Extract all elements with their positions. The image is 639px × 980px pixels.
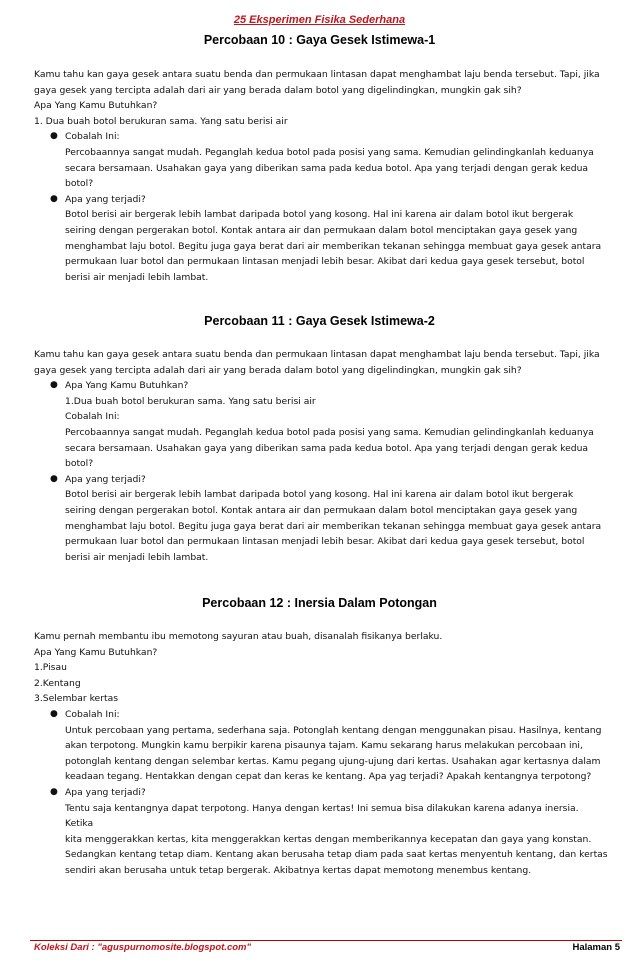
- section-body-12: [34, 629, 609, 879]
- bullet-icon: ●: [50, 193, 58, 204]
- paragraph-line: 1.Dua buah botol berukuran sama. Yang satu berisi air: [65, 395, 316, 407]
- paragraph-line: Kamu tahu kan gaya gesek antara suatu benda dan permukaan lintasan dapat menghambat laju benda tersebut. Tapi, jika: [34, 69, 600, 80]
- list-item: 1. Dua buah botol berukuran sama. Yang satu berisi air: [34, 115, 288, 127]
- list-item: 1.Pisau: [34, 662, 67, 674]
- bullet-heading: Apa yang terjadi?: [65, 193, 146, 205]
- bullet-heading: Apa yang terjadi?: [65, 473, 146, 485]
- bullet-heading: Cobalah Ini:: [65, 131, 120, 143]
- paragraph-line: Sedangkan kentang tetap diam. Kentang akan berusaha tetap diam pada saat kertas menyentuh kentang, dan kertas: [65, 849, 608, 861]
- footer-source-text: Koleksi Dari : "aguspurnomosite.blogspot.com": [34, 942, 251, 953]
- paragraph-line: Cobalah Ini:: [65, 411, 120, 423]
- paragraph-line: potonglah kentang dengan selembar kertas. Kamu pegang ujung-ujung dari kertas. Usahakan agar kertasnya dalam: [65, 755, 601, 767]
- document-header-title: 25 Eksperimen Fisika Sederhana: [233, 14, 406, 26]
- paragraph-line: Percobaannya sangat mudah. Peganglah kedua botol pada posisi yang sama. Kemudian gelindingkanlah keduanya: [65, 426, 594, 438]
- paragraph-line: gaya gesek yang tercipta adalah dari air yang berada dalam botol yang digelindingkan, mungkin gak sih?: [34, 84, 522, 96]
- bullet-item-needs: [34, 378, 609, 472]
- paragraph-line: botol?: [65, 458, 94, 470]
- needs-heading: Apa Yang Kamu Butuhkan?: [34, 100, 158, 112]
- paragraph-line: permukaan luar botol dan permukaan lintasan menjadi lebih besar. Akibat dari kedua gaya gesek tersebut, botol: [65, 536, 585, 548]
- bullet-heading: Apa yang terjadi?: [65, 786, 146, 798]
- paragraph-line: Kamu tahu kan gaya gesek antara suatu benda dan permukaan lintasan dapat menghambat laju benda tersebut. Tapi, jika: [34, 349, 600, 360]
- needs-heading: Apa Yang Kamu Butuhkan?: [34, 646, 158, 658]
- bullet-item-result: [34, 192, 609, 286]
- bullet-item-result: [34, 785, 609, 879]
- bullet-icon: ●: [50, 786, 58, 797]
- bullet-heading: Apa Yang Kamu Butuhkan?: [65, 380, 189, 392]
- bullet-icon: ●: [50, 131, 58, 142]
- paragraph-line: permukaan luar botol dan permukaan lintasan menjadi lebih besar. Akibat dari kedua gaya gesek tersebut, botol: [65, 256, 585, 268]
- page-footer: [30, 940, 622, 955]
- bullet-icon: ●: [50, 380, 58, 391]
- paragraph-line: Botol berisi air bergerak lebih lambat daripada botol yang kosong. Hal ini karena air dalam botol ikut bergerak: [65, 489, 574, 501]
- paragraph-line: seiring dengan pergerakan botol. Kontak antara air dan permukaan dalam botol menciptakan gaya gesek yang: [65, 224, 578, 236]
- paragraph-line: botol?: [65, 178, 94, 190]
- section-title-10: Percobaan 10 : Gaya Gesek Istimewa-1: [203, 33, 436, 47]
- section-body-11: [34, 347, 609, 565]
- paragraph-line: kita menggerakkan kertas, kita menggerakkan kertas dengan memberikannya kecepatan dan gaya yang konstan.: [65, 833, 592, 845]
- bullet-item-try: [34, 707, 609, 785]
- paragraph-line: Botol berisi air bergerak lebih lambat daripada botol yang kosong. Hal ini karena air dalam botol ikut bergerak: [65, 209, 574, 221]
- paragraph-line: sendiri akan berusaha untuk tetap bergerak. Akibatnya kertas dapat memotong menembus kentang.: [65, 864, 532, 876]
- paragraph-line: akan terpotong. Mungkin kamu berpikir karena pisaunya tajam. Kamu sekarang harus melakukan percobaan ini,: [65, 740, 583, 752]
- paragraph-line: berisi air menjadi lebih lambat.: [65, 271, 209, 283]
- bullet-heading: Cobalah Ini:: [65, 708, 120, 720]
- paragraph-line: Percobaannya sangat mudah. Peganglah kedua botol pada posisi yang sama. Kemudian gelindingkanlah keduanya: [65, 146, 594, 158]
- page-number: Halaman 5: [572, 942, 620, 953]
- bullet-item-result: [34, 472, 609, 566]
- paragraph-line: gaya gesek yang tercipta adalah dari air yang berada dalam botol yang digelindingkan, mungkin gak sih?: [34, 364, 522, 376]
- bullet-item-try: [34, 129, 609, 191]
- section-title-11: Percobaan 11 : Gaya Gesek Istimewa-2: [204, 314, 435, 328]
- section-body-10: [34, 67, 609, 285]
- list-item: 2.Kentang: [34, 677, 81, 689]
- paragraph-line: Tentu saja kentangnya dapat terpotong. Hanya dengan kertas! Ini semua bisa dilakukan karena adanya inersia. Ketika: [65, 802, 579, 830]
- bullet-icon: ●: [50, 708, 58, 719]
- bullet-icon: ●: [50, 473, 58, 484]
- paragraph-line: berisi air menjadi lebih lambat.: [65, 551, 209, 563]
- paragraph-line: Kamu pernah membantu ibu memotong sayuran atau buah, disanalah fisikanya berlaku.: [34, 631, 443, 642]
- list-item: 3.Selembar kertas: [34, 693, 119, 705]
- paragraph-line: secara bersamaan. Usahakan gaya yang diberikan sama pada kedua botol. Apa yang terjadi dengan gerak kedua: [65, 442, 589, 454]
- paragraph-line: keadaan tegang. Hentakkan dengan cepat dan keras ke kentang. Apa yag terjadi? Apakah kentangnya terpotong?: [65, 771, 592, 783]
- paragraph-line: seiring dengan pergerakan botol. Kontak antara air dan permukaan dalam botol menciptakan gaya gesek yang: [65, 504, 578, 516]
- paragraph-line: Untuk percobaan yang pertama, sederhana saja. Potonglah kentang dengan menggunakan pisau. Hasilnya, kentang: [65, 724, 602, 736]
- section-title-12: Percobaan 12 : Inersia Dalam Potongan: [202, 596, 437, 610]
- paragraph-line: secara bersamaan. Usahakan gaya yang diberikan sama pada kedua botol. Apa yang terjadi dengan gerak kedua: [65, 162, 589, 174]
- paragraph-line: menghambat laju botol. Begitu juga gaya berat dari air memberikan tekanan sehingga membuat gaya gesek antara: [65, 520, 602, 532]
- paragraph-line: menghambat laju botol. Begitu juga gaya berat dari air memberikan tekanan sehingga membuat gaya gesek antara: [65, 240, 602, 252]
